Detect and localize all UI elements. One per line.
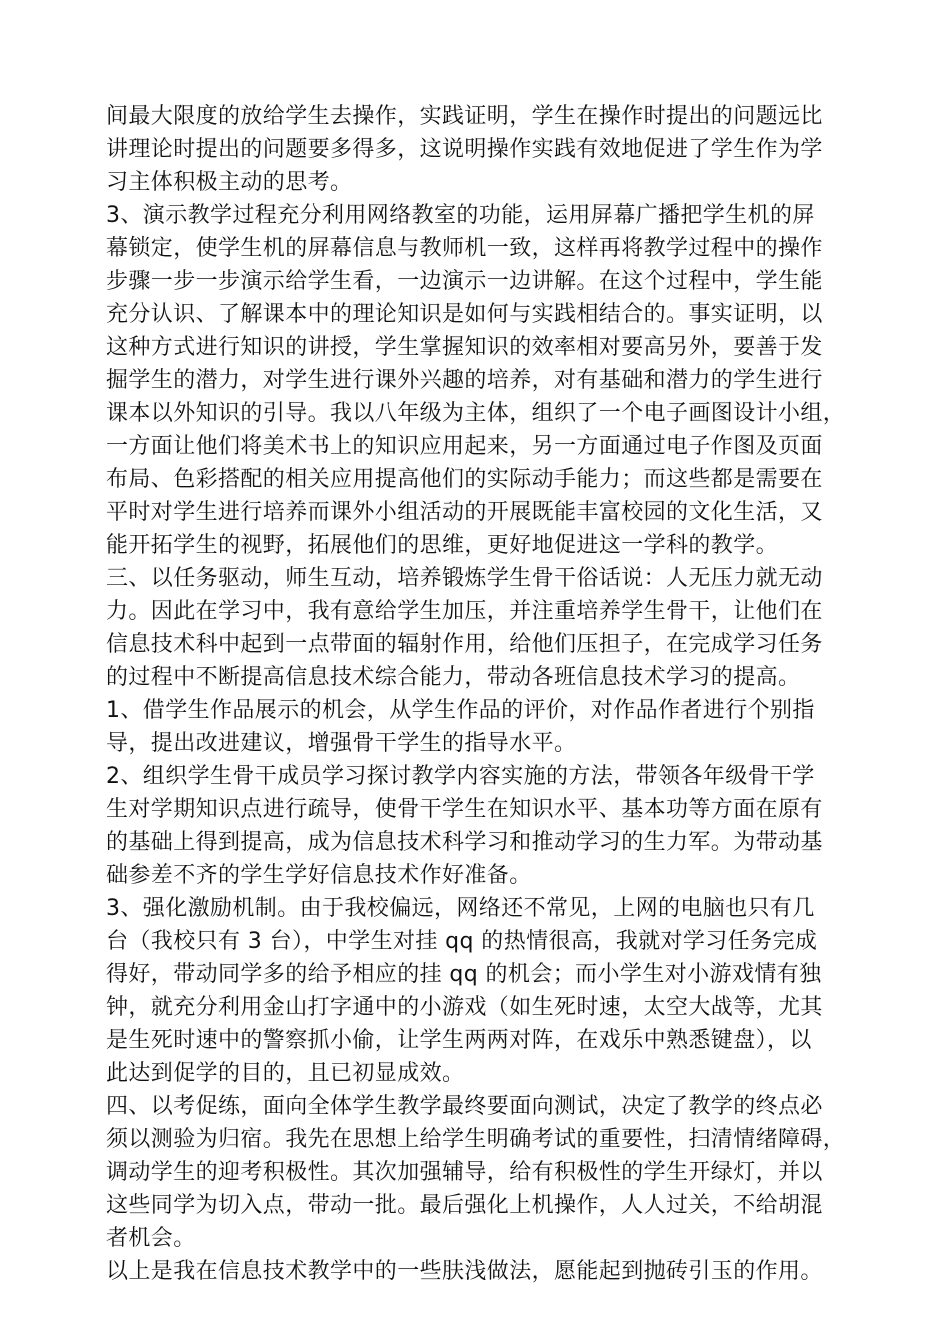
text-line: 这些同学为切入点，带动一批。最后强化上机操作，人人过关，不给胡混 — [106, 1193, 823, 1218]
text-line: 须以测验为归宿。我先在思想上给学生明确考试的重要性，扫清情绪障碍， — [106, 1127, 846, 1152]
text-line: 2、组织学生骨干成员学习探讨教学内容实施的方法，带领各年级骨干学 — [106, 764, 815, 789]
text-line: 以上是我在信息技术教学中的一些肤浅做法，愿能起到抛砖引玉的作用。 — [106, 1259, 823, 1284]
text-line: 钟，就充分利用金山打字通中的小游戏（如生死时速，太空大战等，尤其 — [106, 995, 823, 1020]
text-line: 布局、色彩搭配的相关应用提高他们的实际动手能力；而这些都是需要在 — [106, 467, 823, 492]
text-line: 力。因此在学习中，我有意给学生加压，并注重培养学生骨干，让他们在 — [106, 599, 823, 624]
text-line: 1、借学生作品展示的机会，从学生作品的评价，对作品作者进行个别指 — [106, 698, 815, 723]
text-line: 平时对学生进行培养而课外小组活动的开展既能丰富校园的文化生活，又 — [106, 500, 823, 525]
text-line: 3、演示教学过程充分利用网络教室的功能，运用屏幕广播把学生机的屏 — [106, 203, 815, 228]
text-line: 间最大限度的放给学生去操作，实践证明，学生在操作时提出的问题远比 — [106, 104, 823, 129]
text-line: 调动学生的迎考积极性。其次加强辅导，给有积极性的学生开绿灯，并以 — [106, 1160, 823, 1185]
text-line: 一方面让他们将美术书上的知识应用起来，另一方面通过电子作图及页面 — [106, 434, 823, 459]
text-line: 得好，带动同学多的给予相应的挂 qq 的机会；而小学生对小游戏情有独 — [106, 962, 822, 987]
text-line: 3、强化激励机制。由于我校偏远，网络还不常见，上网的电脑也只有几 — [106, 896, 815, 921]
text-line: 础参差不齐的学生学好信息技术作好准备。 — [106, 863, 532, 888]
text-line: 四、以考促练，面向全体学生教学最终要面向测试，决定了教学的终点必 — [106, 1094, 823, 1119]
text-line: 幕锁定，使学生机的屏幕信息与教师机一致，这样再将教学过程中的操作 — [106, 236, 823, 261]
text-line: 讲理论时提出的问题要多得多，这说明操作实践有效地促进了学生作为学 — [106, 137, 823, 162]
text-line: 的基础上得到提高，成为信息技术科学习和推动学习的生力军。为带动基 — [106, 830, 823, 855]
text-line: 充分认识、了解课本中的理论知识是如何与实践相结合的。事实证明，以 — [106, 302, 823, 327]
text-line: 生对学期知识点进行疏导，使骨干学生在知识水平、基本功等方面在原有 — [106, 797, 823, 822]
text-line: 能开拓学生的视野，拓展他们的思维，更好地促进这一学科的教学。 — [106, 533, 779, 558]
text-line: 课本以外知识的引导。我以八年级为主体，组织了一个电子画图设计小组， — [106, 401, 846, 426]
text-line: 信息技术科中起到一点带面的辐射作用，给他们压担子，在完成学习任务 — [106, 632, 823, 657]
text-line: 这种方式进行知识的讲授，学生掌握知识的效率相对要高另外，要善于发 — [106, 335, 823, 360]
text-line: 台（我校只有 3 台），中学生对挂 qq 的热情很高，我就对学习任务完成 — [106, 929, 818, 954]
text-line: 是生死时速中的警察抓小偷，让学生两两对阵，在戏乐中熟悉键盘），以 — [106, 1028, 812, 1053]
text-line: 习主体积极主动的思考。 — [106, 170, 353, 195]
text-line: 步骤一步一步演示给学生看，一边演示一边讲解。在这个过程中，学生能 — [106, 269, 823, 294]
text-line: 者机会。 — [106, 1226, 196, 1251]
text-line: 三、以任务驱动，师生互动，培养锻炼学生骨干俗话说：人无压力就无动 — [106, 566, 823, 591]
text-line: 掘学生的潜力，对学生进行课外兴趣的培养，对有基础和潜力的学生进行 — [106, 368, 823, 393]
text-line: 导，提出改进建议，增强骨干学生的指导水平。 — [106, 731, 577, 756]
text-line: 的过程中不断提高信息技术综合能力，带动各班信息技术学习的提高。 — [106, 665, 801, 690]
text-line: 此达到促学的目的，且已初显成效。 — [106, 1061, 465, 1086]
document-body — [106, 100, 866, 1288]
